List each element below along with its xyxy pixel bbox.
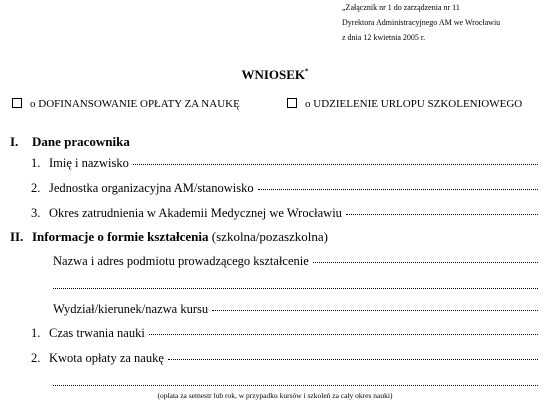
- field-duration-number: 1.: [31, 326, 41, 340]
- checkbox-cofinancing[interactable]: [12, 98, 22, 108]
- option-training-leave-label: o UDZIELENIE URLOPU SZKOLENIOWEGO: [305, 98, 523, 110]
- title-text: WNIOSEK: [241, 67, 306, 82]
- annex-line-3: z dnia 12 kwietnia 2005 r.: [342, 33, 426, 42]
- annex-line-1: „Załącznik nr 1 do zarządzenia nr 11: [342, 3, 460, 12]
- fee-note: (opłata za semestr lub rok, w przypadku kursów i szkoleń za cały okres nauki): [157, 391, 393, 400]
- section-2-numeral: II.: [10, 229, 24, 244]
- option-cofinancing-label: o DOFINANSOWANIE OPŁATY ZA NAUKĘ: [30, 98, 240, 110]
- field-unit[interactable]: [31, 180, 538, 196]
- document-title: [0, 67, 550, 83]
- field-employment-number: 3.: [31, 206, 41, 220]
- field-entity-label: Nazwa i adres podmiotu prowadzącego kształcenie: [53, 254, 309, 268]
- field-fee[interactable]: [31, 350, 538, 366]
- field-fee-number: 2.: [31, 351, 41, 365]
- section-1-numeral: I.: [10, 134, 19, 149]
- title-footnote-mark: *: [305, 67, 309, 76]
- field-name-label: Imię i nazwisko: [49, 156, 129, 170]
- field-fee-line-2[interactable]: [53, 385, 538, 386]
- field-fee-line[interactable]: [168, 359, 538, 360]
- field-name-number: 1.: [31, 156, 41, 170]
- field-name-line[interactable]: [133, 164, 538, 165]
- field-name[interactable]: [31, 155, 538, 171]
- checkbox-training-leave[interactable]: [287, 98, 297, 108]
- field-employment-line[interactable]: [346, 214, 538, 215]
- field-duration[interactable]: [31, 325, 538, 341]
- field-faculty-line[interactable]: [212, 310, 538, 311]
- section-1-heading: [10, 134, 130, 150]
- section-2-heading: [10, 229, 328, 245]
- field-unit-label: Jednostka organizacyjna AM/stanowisko: [49, 181, 254, 195]
- field-duration-label: Czas trwania nauki: [49, 326, 145, 340]
- field-faculty-label: Wydział/kierunek/nazwa kursu: [53, 302, 209, 316]
- option-cofinancing[interactable]: [12, 97, 240, 111]
- field-employment[interactable]: [31, 205, 538, 221]
- field-unit-line[interactable]: [258, 189, 538, 190]
- section-2-title: Informacje o formie kształcenia: [32, 229, 209, 244]
- field-entity-line[interactable]: [313, 262, 538, 263]
- field-unit-number: 2.: [31, 181, 41, 195]
- field-employment-label: Okres zatrudnienia w Akademii Medycznej we Wrocławiu: [49, 206, 342, 220]
- field-duration-line[interactable]: [149, 334, 538, 335]
- annex-line-2: Dyrektora Administracyjnego AM we Wrocławiu: [342, 18, 501, 27]
- field-entity[interactable]: [53, 253, 538, 269]
- section-2-note: (szkolna/pozaszkolna): [211, 229, 329, 244]
- option-training-leave[interactable]: [287, 97, 522, 111]
- field-fee-label: Kwota opłaty za naukę: [49, 351, 164, 365]
- field-entity-line-2[interactable]: [53, 288, 538, 289]
- section-1-title: Dane pracownika: [32, 134, 130, 149]
- field-faculty[interactable]: [53, 301, 538, 317]
